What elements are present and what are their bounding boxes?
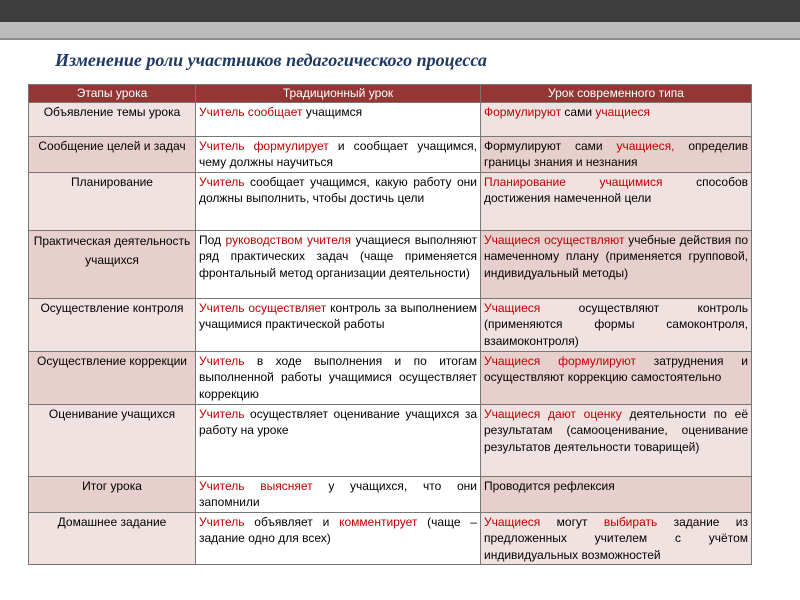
cell-text: учебные действия по намеченному плану (применяется групповой, индивидуальный методы) [484, 232, 748, 280]
top-gray-stripe [0, 22, 800, 38]
table-row [29, 102, 752, 136]
modern-cell [481, 351, 752, 404]
highlighted-text: формулирует [253, 138, 329, 153]
modern-cell [481, 172, 752, 230]
modern-cell [481, 230, 752, 298]
cell-text: определив границы знания и незнания [484, 138, 748, 169]
traditional-cell [196, 172, 481, 230]
table-row [29, 351, 752, 404]
traditional-cell [196, 102, 481, 136]
stage-cell: Домашнее задание [29, 512, 196, 565]
stage-cell: Осуществление контроля [29, 298, 196, 351]
cell-text: задание из предложенных учителем с учётом индивидуальных возможностей [484, 514, 749, 562]
header-traditional: Традиционный урок [196, 85, 481, 103]
stage-cell: Планирование [29, 172, 196, 230]
stage-cell: Итог урока [29, 476, 196, 512]
top-dark-bar [0, 0, 800, 22]
highlighted-text: Учитель сообщает [199, 104, 303, 119]
highlighted-text: Учитель осуществляет [199, 300, 327, 315]
highlighted-text: Учащиеся осуществляют [484, 232, 625, 247]
header-modern: Урок современного типа [481, 85, 752, 103]
cell-text: у учащихся, что они запомнили [199, 478, 477, 509]
traditional-cell [196, 512, 481, 565]
modern-cell [481, 404, 752, 476]
modern-cell [481, 476, 752, 512]
top-divider [0, 38, 800, 40]
highlighted-text: Учащиеся формулируют [484, 353, 636, 368]
cell-text: объявляет и [244, 514, 340, 529]
highlighted-text: учащиеся, [616, 138, 675, 153]
highlighted-text: выбирать [603, 514, 658, 529]
traditional-cell [196, 230, 481, 298]
highlighted-text: руководством учителя [225, 232, 352, 247]
comparison-table [28, 84, 752, 565]
cell-text: сами [561, 104, 596, 119]
page-title: Изменение роли участников педагогического процесса [55, 50, 487, 70]
cell-text: осуществляет оценивание учащихся за работу на уроке [199, 406, 477, 437]
cell-text: деятельности по её результатам (самооценивание, оценивание результатов деятельности товарищей) [484, 406, 748, 454]
cell-text: способов достижения намеченной цели [484, 174, 748, 205]
stage-cell: Практическая деятельность учащихся [29, 230, 196, 298]
traditional-cell [196, 136, 481, 172]
modern-cell [481, 136, 752, 172]
highlighted-text: комментирует [339, 514, 418, 529]
highlighted-text: Учитель [199, 406, 245, 421]
cell-text: учащимся [302, 104, 363, 119]
traditional-cell [196, 298, 481, 351]
cell-text: осуществляют контроль (применяются формы самоконтроля, взаимоконтроля) [484, 300, 748, 348]
highlighted-text: Планирование учащимися [484, 174, 663, 189]
modern-cell [481, 102, 752, 136]
traditional-cell [196, 351, 481, 404]
highlighted-text: Учащиеся [484, 514, 541, 529]
modern-cell [481, 512, 752, 565]
modern-cell [481, 298, 752, 351]
stage-cell: Осуществление коррекции [29, 351, 196, 404]
highlighted-text: учащиеся [595, 104, 651, 119]
highlighted-text: Учащиеся дают оценку [484, 406, 622, 421]
table-row [29, 298, 752, 351]
header-stages: Этапы урока [29, 85, 196, 103]
highlighted-text: Учитель [199, 514, 245, 529]
highlighted-text: Учитель [199, 138, 254, 153]
cell-text: могут [540, 514, 604, 529]
cell-text: (чаще – задание одно для всех) [199, 514, 477, 545]
stage-cell: Оценивание учащихся [29, 404, 196, 476]
stage-cell: Сообщение целей и задач [29, 136, 196, 172]
highlighted-text: Учитель [199, 174, 245, 189]
highlighted-text: Формулируют [484, 104, 562, 119]
highlighted-text: Учащиеся [484, 300, 541, 315]
highlighted-text: Учитель выясняет [199, 478, 313, 493]
highlighted-text: Учитель [199, 353, 245, 368]
cell-text: контроль за выполнением учащимися практической работы [199, 300, 477, 331]
traditional-cell [196, 404, 481, 476]
cell-text: Под [199, 232, 226, 247]
table-header-row [29, 85, 752, 103]
cell-text: учащиеся выполняют ряд практических задач (чаще применяется фронтальный метод организации деятельности) [199, 232, 478, 280]
traditional-cell [196, 476, 481, 512]
cell-text: и сообщает учащимся, чему должны научиться [199, 138, 477, 169]
table-row [29, 512, 752, 565]
table-row [29, 476, 752, 512]
table-row [29, 172, 752, 230]
stage-cell: Объявление темы урока [29, 102, 196, 136]
cell-text: Формулируют сами [484, 138, 617, 153]
table-row [29, 136, 752, 172]
table-row [29, 404, 752, 476]
cell-text: в ходе выполнения и по итогам выполненной работы учащимися осуществляет коррекцию [199, 353, 477, 401]
cell-text: Проводится рефлексия [484, 478, 615, 493]
table-row [29, 230, 752, 298]
cell-text: затруднения и осуществляют коррекцию самостоятельно [484, 353, 748, 384]
cell-text: сообщает учащимся, какую работу они должны выполнить, чтобы достичь цели [199, 174, 477, 205]
